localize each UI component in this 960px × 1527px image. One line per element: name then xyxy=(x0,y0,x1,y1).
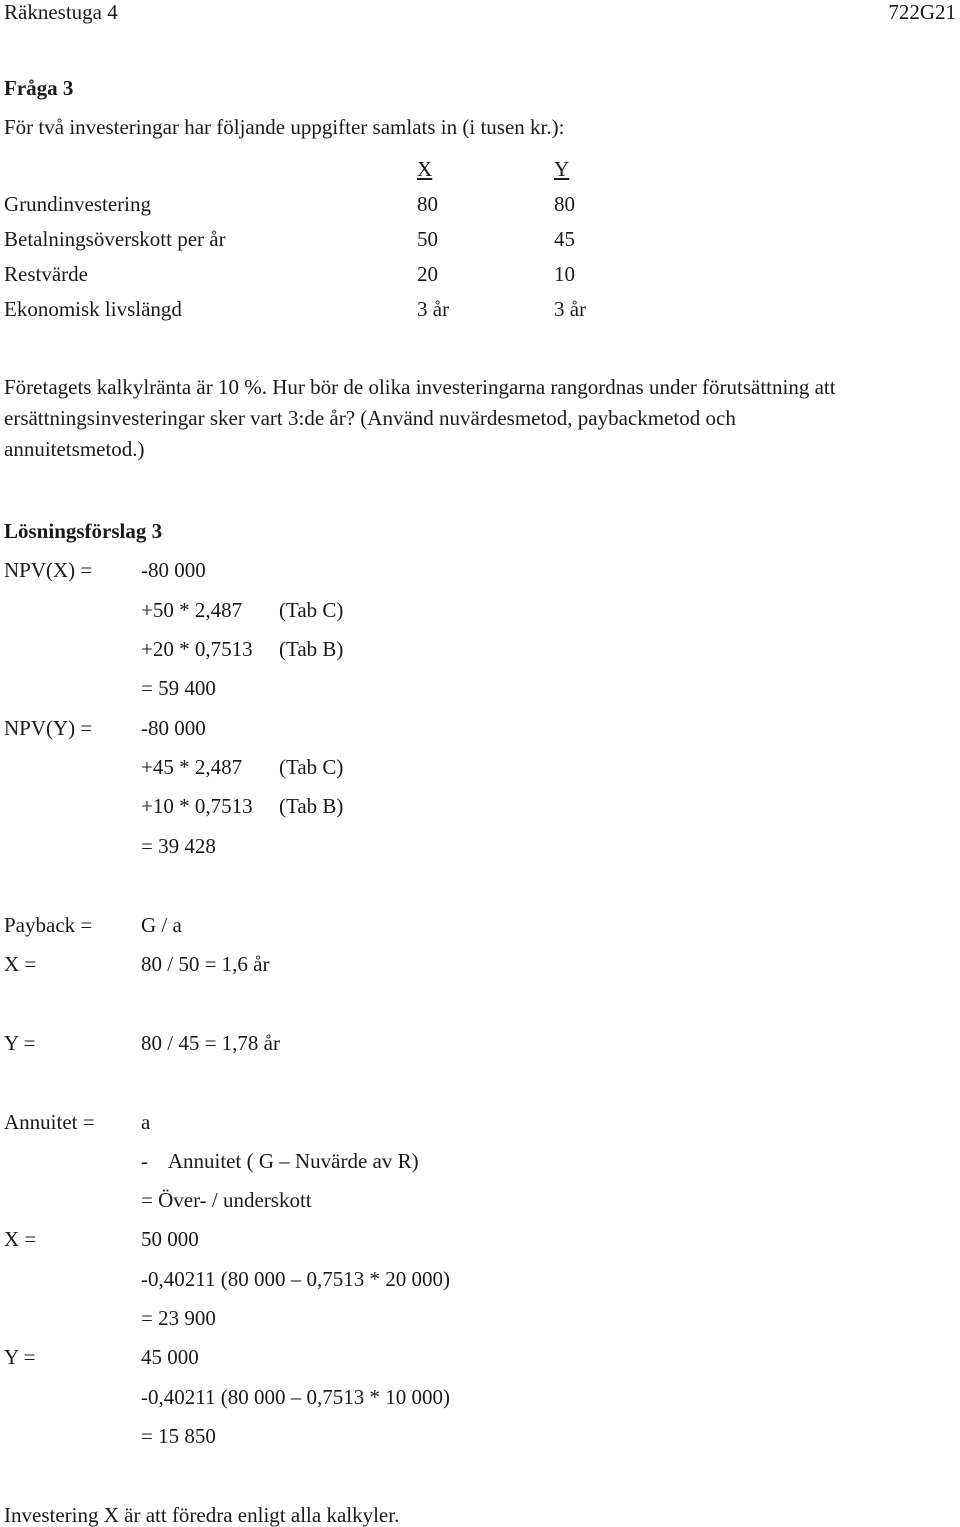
table-cell-x: 50 xyxy=(417,227,438,251)
npv-y-note: (Tab C) xyxy=(279,755,344,779)
npv-y-label: NPV(Y) = xyxy=(4,716,93,740)
annuity-y-line: -0,40211 (80 000 – 0,7513 * 10 000) xyxy=(141,1385,450,1409)
annuity-formula-line: = Över- / underskott xyxy=(141,1188,312,1212)
question-text-line: Företagets kalkylränta är 10 %. Hur bör de olika investeringarna rangordnas under förutsättning att xyxy=(4,375,836,399)
npv-y-result: = 39 428 xyxy=(141,834,216,858)
annuity-x-line: -0,40211 (80 000 – 0,7513 * 20 000) xyxy=(141,1267,450,1291)
table-cell-x: 3 år xyxy=(417,297,450,321)
annuity-formula-line: - Annuitet ( G – Nuvärde av R) xyxy=(141,1149,419,1173)
npv-y-note: (Tab B) xyxy=(279,794,344,818)
npv-x-line: +20 * 0,7513 xyxy=(141,637,253,661)
npv-y-line: +10 * 0,7513 xyxy=(141,794,253,818)
npv-x-note: (Tab B) xyxy=(279,637,344,661)
annuity-formula-line: a xyxy=(141,1110,151,1134)
page-header-right: 722G21 xyxy=(888,0,956,24)
annuity-x-line: 50 000 xyxy=(141,1227,199,1251)
question-title: Fråga 3 xyxy=(4,76,74,100)
table-row-label: Ekonomisk livslängd xyxy=(4,297,182,321)
npv-y-line: +45 * 2,487 xyxy=(141,755,243,779)
annuity-y-line: 45 000 xyxy=(141,1345,199,1369)
npv-y-line: -80 000 xyxy=(141,716,206,740)
payback-x-value: 80 / 50 = 1,6 år xyxy=(141,952,270,976)
table-cell-y: 3 år xyxy=(554,297,587,321)
annuity-x-result: = 23 900 xyxy=(141,1306,216,1330)
table-cell-y: 10 xyxy=(554,262,575,286)
solution-title: Lösningsförslag 3 xyxy=(4,519,163,543)
question-intro: För två investeringar har följande uppgifter samlats in (i tusen kr.): xyxy=(4,115,565,139)
payback-y-label: Y = xyxy=(4,1031,36,1055)
annuity-x-label: X = xyxy=(4,1227,37,1251)
table-cell-y: 45 xyxy=(554,227,575,251)
table-row-label: Betalningsöverskott per år xyxy=(4,227,226,251)
table-row-label: Grundinvestering xyxy=(4,192,151,216)
payback-formula: G / a xyxy=(141,913,182,937)
table-row-label: Restvärde xyxy=(4,262,88,286)
page-header-left: Räknestuga 4 xyxy=(4,0,118,24)
table-cell-x: 80 xyxy=(417,192,438,216)
payback-y-value: 80 / 45 = 1,78 år xyxy=(141,1031,280,1055)
payback-label: Payback = xyxy=(4,913,93,937)
question-text-line: annuitetsmetod.) xyxy=(4,437,145,461)
table-cell-x: 20 xyxy=(417,262,438,286)
question-text-line: ersättningsinvesteringar sker vart 3:de år? (Använd nuvärdesmetod, paybackmetod och xyxy=(4,406,736,430)
annuity-label: Annuitet = xyxy=(4,1110,95,1134)
npv-x-line: +50 * 2,487 xyxy=(141,598,243,622)
column-header-y: Y xyxy=(554,157,570,181)
annuity-y-label: Y = xyxy=(4,1345,36,1369)
payback-x-label: X = xyxy=(4,952,37,976)
npv-x-line: -80 000 xyxy=(141,558,206,582)
table-cell-y: 80 xyxy=(554,192,575,216)
npv-x-result: = 59 400 xyxy=(141,676,216,700)
conclusion-text: Investering X är att föredra enligt alla kalkyler. xyxy=(4,1503,400,1527)
annuity-y-result: = 15 850 xyxy=(141,1424,216,1448)
column-header-x: X xyxy=(417,157,433,181)
npv-x-label: NPV(X) = xyxy=(4,558,93,582)
npv-x-note: (Tab C) xyxy=(279,598,344,622)
